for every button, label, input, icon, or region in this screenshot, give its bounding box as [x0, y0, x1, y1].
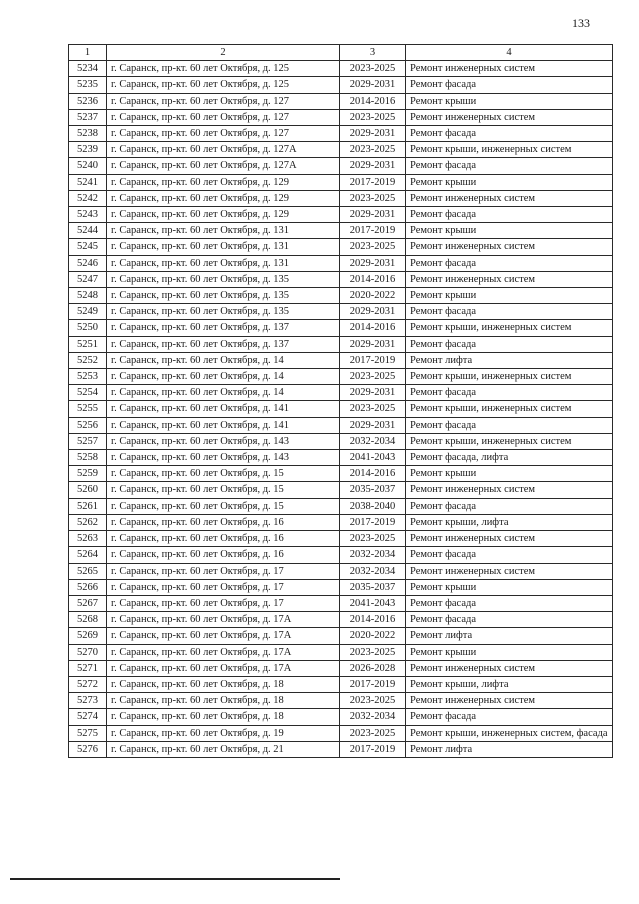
cell-address: г. Саранск, пр-кт. 60 лет Октября, д. 15 — [107, 466, 340, 482]
cell-years: 2029-2031 — [340, 385, 406, 401]
cell-number: 5268 — [69, 612, 107, 628]
cell-work-type: Ремонт лифта — [406, 741, 613, 757]
cell-address: г. Саранск, пр-кт. 60 лет Октября, д. 129 — [107, 190, 340, 206]
cell-number: 5263 — [69, 531, 107, 547]
cell-number: 5235 — [69, 77, 107, 93]
cell-work-type: Ремонт инженерных систем — [406, 109, 613, 125]
cell-address: г. Саранск, пр-кт. 60 лет Октября, д. 19 — [107, 725, 340, 741]
table-row — [69, 288, 613, 304]
cell-number: 5273 — [69, 693, 107, 709]
cell-years: 2026-2028 — [340, 660, 406, 676]
cell-address: г. Саранск, пр-кт. 60 лет Октября, д. 127 — [107, 93, 340, 109]
cell-address: г. Саранск, пр-кт. 60 лет Октября, д. 129 — [107, 207, 340, 223]
cell-address: г. Саранск, пр-кт. 60 лет Октября, д. 127А — [107, 142, 340, 158]
cell-address: г. Саранск, пр-кт. 60 лет Октября, д. 131 — [107, 239, 340, 255]
cell-years: 2023-2025 — [340, 61, 406, 77]
cell-work-type: Ремонт крыши, лифта — [406, 514, 613, 530]
cell-number: 5245 — [69, 239, 107, 255]
cell-years: 2041-2043 — [340, 595, 406, 611]
cell-address: г. Саранск, пр-кт. 60 лет Октября, д. 17 — [107, 595, 340, 611]
cell-years: 2029-2031 — [340, 158, 406, 174]
cell-address: г. Саранск, пр-кт. 60 лет Октября, д. 15 — [107, 498, 340, 514]
table-row — [69, 77, 613, 93]
cell-address: г. Саранск, пр-кт. 60 лет Октября, д. 137 — [107, 320, 340, 336]
cell-number: 5238 — [69, 126, 107, 142]
cell-work-type: Ремонт фасада — [406, 417, 613, 433]
table-row — [69, 369, 613, 385]
cell-number: 5270 — [69, 644, 107, 660]
cell-work-type: Ремонт лифта — [406, 352, 613, 368]
cell-work-type: Ремонт крыши, инженерных систем, фасада — [406, 725, 613, 741]
cell-number: 5274 — [69, 709, 107, 725]
column-header-number: 1 — [69, 45, 107, 61]
table-row — [69, 142, 613, 158]
cell-address: г. Саранск, пр-кт. 60 лет Октября, д. 135 — [107, 271, 340, 287]
table-row — [69, 401, 613, 417]
cell-address: г. Саранск, пр-кт. 60 лет Октября, д. 16 — [107, 547, 340, 563]
cell-years: 2017-2019 — [340, 514, 406, 530]
cell-years: 2014-2016 — [340, 93, 406, 109]
table-row — [69, 190, 613, 206]
cell-address: г. Саранск, пр-кт. 60 лет Октября, д. 137 — [107, 336, 340, 352]
cell-work-type: Ремонт фасада — [406, 336, 613, 352]
table-row — [69, 676, 613, 692]
cell-number: 5256 — [69, 417, 107, 433]
cell-work-type: Ремонт крыши — [406, 579, 613, 595]
cell-years: 2038-2040 — [340, 498, 406, 514]
cell-address: г. Саранск, пр-кт. 60 лет Октября, д. 18 — [107, 709, 340, 725]
table-row — [69, 660, 613, 676]
cell-number: 5269 — [69, 628, 107, 644]
table-row — [69, 304, 613, 320]
cell-address: г. Саранск, пр-кт. 60 лет Октября, д. 141 — [107, 417, 340, 433]
cell-work-type: Ремонт инженерных систем — [406, 693, 613, 709]
cell-address: г. Саранск, пр-кт. 60 лет Октября, д. 18 — [107, 676, 340, 692]
cell-number: 5264 — [69, 547, 107, 563]
cell-years: 2029-2031 — [340, 207, 406, 223]
table-row — [69, 741, 613, 757]
cell-address: г. Саранск, пр-кт. 60 лет Октября, д. 143 — [107, 450, 340, 466]
table-row — [69, 174, 613, 190]
cell-work-type: Ремонт крыши, инженерных систем — [406, 142, 613, 158]
cell-years: 2014-2016 — [340, 271, 406, 287]
cell-years: 2035-2037 — [340, 579, 406, 595]
cell-years: 2014-2016 — [340, 320, 406, 336]
cell-work-type: Ремонт инженерных систем — [406, 239, 613, 255]
cell-number: 5271 — [69, 660, 107, 676]
repair-schedule-table — [68, 44, 613, 758]
cell-address: г. Саранск, пр-кт. 60 лет Октября, д. 131 — [107, 255, 340, 271]
cell-number: 5236 — [69, 93, 107, 109]
cell-number: 5267 — [69, 595, 107, 611]
cell-number: 5250 — [69, 320, 107, 336]
cell-address: г. Саранск, пр-кт. 60 лет Октября, д. 125 — [107, 77, 340, 93]
table-row — [69, 498, 613, 514]
cell-address: г. Саранск, пр-кт. 60 лет Октября, д. 129 — [107, 174, 340, 190]
cell-address: г. Саранск, пр-кт. 60 лет Октября, д. 17 — [107, 563, 340, 579]
cell-work-type: Ремонт инженерных систем — [406, 190, 613, 206]
cell-work-type: Ремонт фасада — [406, 255, 613, 271]
table-row — [69, 563, 613, 579]
cell-years: 2014-2016 — [340, 612, 406, 628]
table-row — [69, 93, 613, 109]
cell-number: 5254 — [69, 385, 107, 401]
cell-number: 5246 — [69, 255, 107, 271]
cell-years: 2023-2025 — [340, 531, 406, 547]
table-body — [69, 61, 613, 758]
table-row — [69, 628, 613, 644]
cell-years: 2023-2025 — [340, 142, 406, 158]
cell-work-type: Ремонт крыши — [406, 288, 613, 304]
cell-number: 5261 — [69, 498, 107, 514]
cell-number: 5242 — [69, 190, 107, 206]
cell-number: 5241 — [69, 174, 107, 190]
cell-work-type: Ремонт фасада, лифта — [406, 450, 613, 466]
cell-number: 5265 — [69, 563, 107, 579]
cell-address: г. Саранск, пр-кт. 60 лет Октября, д. 14 — [107, 352, 340, 368]
cell-work-type: Ремонт крыши — [406, 466, 613, 482]
cell-number: 5239 — [69, 142, 107, 158]
cell-number: 5248 — [69, 288, 107, 304]
table-row — [69, 255, 613, 271]
cell-work-type: Ремонт инженерных систем — [406, 531, 613, 547]
cell-work-type: Ремонт инженерных систем — [406, 482, 613, 498]
cell-work-type: Ремонт крыши — [406, 223, 613, 239]
cell-address: г. Саранск, пр-кт. 60 лет Октября, д. 17 — [107, 579, 340, 595]
cell-years: 2032-2034 — [340, 563, 406, 579]
cell-years: 2023-2025 — [340, 109, 406, 125]
cell-address: г. Саранск, пр-кт. 60 лет Октября, д. 135 — [107, 304, 340, 320]
cell-number: 5266 — [69, 579, 107, 595]
cell-number: 5251 — [69, 336, 107, 352]
cell-work-type: Ремонт фасада — [406, 158, 613, 174]
page-number: 133 — [572, 16, 590, 30]
cell-number: 5272 — [69, 676, 107, 692]
table-row — [69, 450, 613, 466]
cell-years: 2023-2025 — [340, 369, 406, 385]
cell-work-type: Ремонт фасада — [406, 77, 613, 93]
table-row — [69, 644, 613, 660]
table-row — [69, 158, 613, 174]
cell-address: г. Саранск, пр-кт. 60 лет Октября, д. 16 — [107, 531, 340, 547]
cell-number: 5253 — [69, 369, 107, 385]
table-row — [69, 336, 613, 352]
cell-work-type: Ремонт фасада — [406, 612, 613, 628]
cell-number: 5237 — [69, 109, 107, 125]
cell-work-type: Ремонт крыши, инженерных систем — [406, 401, 613, 417]
cell-number: 5262 — [69, 514, 107, 530]
cell-number: 5276 — [69, 741, 107, 757]
table-row — [69, 239, 613, 255]
table-row — [69, 466, 613, 482]
cell-work-type: Ремонт фасада — [406, 498, 613, 514]
cell-years: 2023-2025 — [340, 401, 406, 417]
cell-address: г. Саранск, пр-кт. 60 лет Октября, д. 17А — [107, 644, 340, 660]
cell-number: 5244 — [69, 223, 107, 239]
table-row — [69, 693, 613, 709]
cell-work-type: Ремонт крыши — [406, 644, 613, 660]
cell-work-type: Ремонт фасада — [406, 126, 613, 142]
cell-work-type: Ремонт фасада — [406, 595, 613, 611]
cell-work-type: Ремонт крыши, инженерных систем — [406, 433, 613, 449]
table-row — [69, 320, 613, 336]
cell-years: 2023-2025 — [340, 725, 406, 741]
table-row — [69, 271, 613, 287]
cell-years: 2029-2031 — [340, 126, 406, 142]
cell-years: 2029-2031 — [340, 417, 406, 433]
cell-years: 2032-2034 — [340, 547, 406, 563]
cell-work-type: Ремонт крыши — [406, 174, 613, 190]
cell-years: 2023-2025 — [340, 693, 406, 709]
cell-number: 5275 — [69, 725, 107, 741]
table-row — [69, 547, 613, 563]
cell-address: г. Саранск, пр-кт. 60 лет Октября, д. 143 — [107, 433, 340, 449]
cell-work-type: Ремонт фасада — [406, 207, 613, 223]
column-header-work-type: 4 — [406, 45, 613, 61]
cell-number: 5257 — [69, 433, 107, 449]
cell-number: 5249 — [69, 304, 107, 320]
cell-address: г. Саранск, пр-кт. 60 лет Октября, д. 135 — [107, 288, 340, 304]
table-row — [69, 207, 613, 223]
cell-years: 2017-2019 — [340, 174, 406, 190]
cell-work-type: Ремонт фасада — [406, 547, 613, 563]
cell-work-type: Ремонт крыши, инженерных систем — [406, 320, 613, 336]
cell-years: 2029-2031 — [340, 77, 406, 93]
cell-address: г. Саранск, пр-кт. 60 лет Октября, д. 17А — [107, 628, 340, 644]
cell-work-type: Ремонт фасада — [406, 709, 613, 725]
table-row — [69, 126, 613, 142]
cell-address: г. Саранск, пр-кт. 60 лет Октября, д. 131 — [107, 223, 340, 239]
cell-work-type: Ремонт инженерных систем — [406, 563, 613, 579]
table-row — [69, 725, 613, 741]
table-row — [69, 482, 613, 498]
cell-number: 5243 — [69, 207, 107, 223]
cell-work-type: Ремонт инженерных систем — [406, 271, 613, 287]
table-row — [69, 433, 613, 449]
table-row — [69, 417, 613, 433]
table-row — [69, 385, 613, 401]
cell-number: 5255 — [69, 401, 107, 417]
cell-address: г. Саранск, пр-кт. 60 лет Октября, д. 125 — [107, 61, 340, 77]
table-row — [69, 352, 613, 368]
table-row — [69, 579, 613, 595]
table-row — [69, 595, 613, 611]
cell-number: 5258 — [69, 450, 107, 466]
cell-number: 5247 — [69, 271, 107, 287]
table-row — [69, 109, 613, 125]
cell-work-type: Ремонт крыши — [406, 93, 613, 109]
column-header-address: 2 — [107, 45, 340, 61]
cell-number: 5260 — [69, 482, 107, 498]
table-header-row — [69, 45, 613, 61]
cell-number: 5234 — [69, 61, 107, 77]
cell-years: 2017-2019 — [340, 741, 406, 757]
cell-years: 2017-2019 — [340, 352, 406, 368]
cell-years: 2032-2034 — [340, 709, 406, 725]
cell-address: г. Саранск, пр-кт. 60 лет Октября, д. 127 — [107, 109, 340, 125]
cell-years: 2023-2025 — [340, 239, 406, 255]
cell-years: 2023-2025 — [340, 190, 406, 206]
cell-work-type: Ремонт крыши, инженерных систем — [406, 369, 613, 385]
cell-address: г. Саранск, пр-кт. 60 лет Октября, д. 16 — [107, 514, 340, 530]
cell-address: г. Саранск, пр-кт. 60 лет Октября, д. 17А — [107, 660, 340, 676]
cell-years: 2020-2022 — [340, 288, 406, 304]
cell-years: 2035-2037 — [340, 482, 406, 498]
cell-years: 2032-2034 — [340, 433, 406, 449]
cell-work-type: Ремонт фасада — [406, 304, 613, 320]
column-header-years: 3 — [340, 45, 406, 61]
cell-years: 2029-2031 — [340, 336, 406, 352]
bottom-rule — [10, 878, 340, 880]
table-row — [69, 61, 613, 77]
cell-years: 2014-2016 — [340, 466, 406, 482]
cell-address: г. Саранск, пр-кт. 60 лет Октября, д. 127А — [107, 158, 340, 174]
cell-years: 2029-2031 — [340, 255, 406, 271]
cell-work-type: Ремонт крыши, лифта — [406, 676, 613, 692]
cell-years: 2017-2019 — [340, 676, 406, 692]
cell-years: 2029-2031 — [340, 304, 406, 320]
cell-years: 2020-2022 — [340, 628, 406, 644]
cell-address: г. Саранск, пр-кт. 60 лет Октября, д. 14 — [107, 385, 340, 401]
cell-address: г. Саранск, пр-кт. 60 лет Октября, д. 15 — [107, 482, 340, 498]
cell-number: 5240 — [69, 158, 107, 174]
cell-work-type: Ремонт инженерных систем — [406, 660, 613, 676]
cell-work-type: Ремонт лифта — [406, 628, 613, 644]
cell-years: 2023-2025 — [340, 644, 406, 660]
cell-years: 2041-2043 — [340, 450, 406, 466]
cell-address: г. Саранск, пр-кт. 60 лет Октября, д. 17А — [107, 612, 340, 628]
table-row — [69, 709, 613, 725]
cell-number: 5252 — [69, 352, 107, 368]
cell-number: 5259 — [69, 466, 107, 482]
cell-years: 2017-2019 — [340, 223, 406, 239]
cell-address: г. Саранск, пр-кт. 60 лет Октября, д. 21 — [107, 741, 340, 757]
cell-address: г. Саранск, пр-кт. 60 лет Октября, д. 18 — [107, 693, 340, 709]
table-row — [69, 531, 613, 547]
cell-work-type: Ремонт инженерных систем — [406, 61, 613, 77]
table-row — [69, 223, 613, 239]
cell-address: г. Саранск, пр-кт. 60 лет Октября, д. 127 — [107, 126, 340, 142]
cell-work-type: Ремонт фасада — [406, 385, 613, 401]
table-row — [69, 514, 613, 530]
cell-address: г. Саранск, пр-кт. 60 лет Октября, д. 141 — [107, 401, 340, 417]
cell-address: г. Саранск, пр-кт. 60 лет Октября, д. 14 — [107, 369, 340, 385]
table-row — [69, 612, 613, 628]
